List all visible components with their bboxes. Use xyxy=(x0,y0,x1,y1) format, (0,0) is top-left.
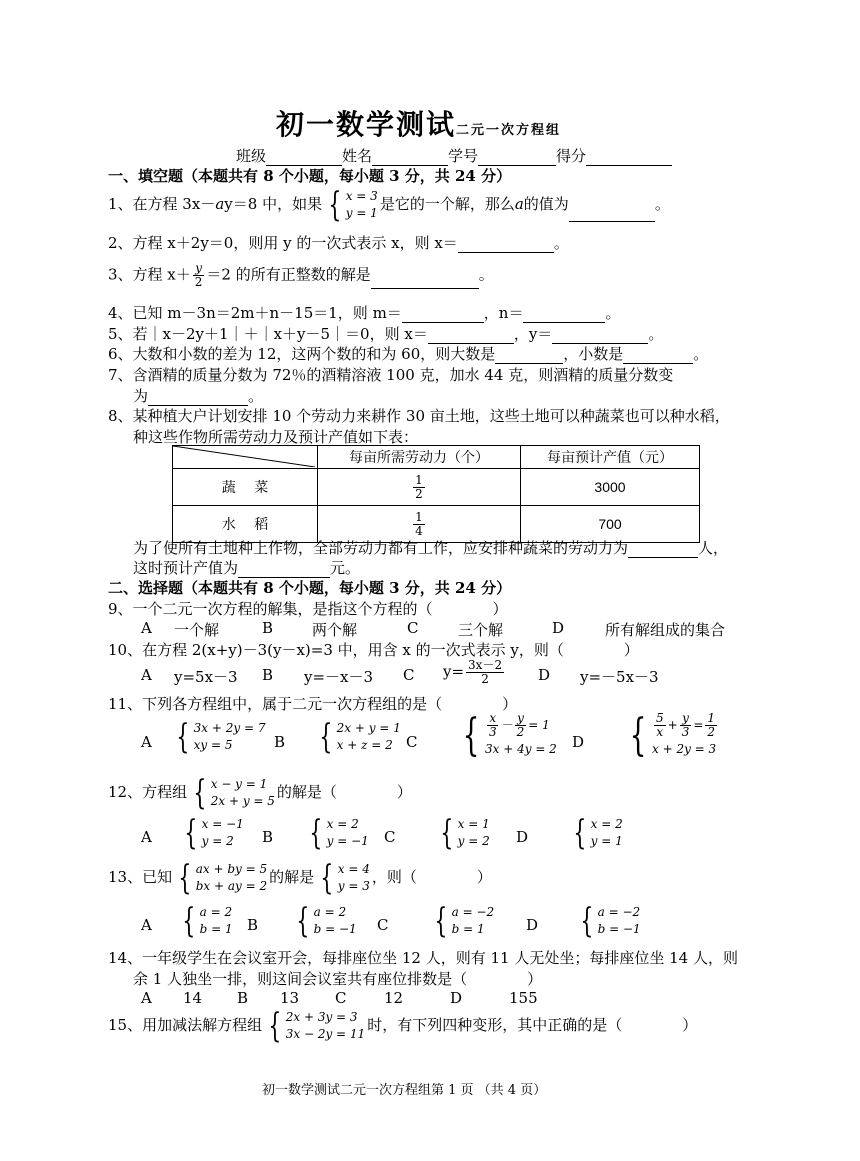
q14-option-b-letter[interactable]: B xyxy=(237,989,249,1007)
table-diagonal-cell xyxy=(173,446,318,469)
q6-big-blank[interactable] xyxy=(495,347,563,364)
q5-y-blank[interactable] xyxy=(552,327,648,344)
q7-answer-blank[interactable] xyxy=(148,389,248,406)
q9-option-b-letter[interactable]: B xyxy=(262,619,274,637)
student-info-line xyxy=(236,145,672,166)
q9-option-a-letter[interactable]: A xyxy=(141,619,152,637)
q11-option-c-letter[interactable]: C xyxy=(406,733,418,751)
q1-answer-blank[interactable] xyxy=(569,205,655,222)
table-cell-value: 3000 xyxy=(521,469,700,506)
question-1: 1、在方程 3x－ay＝8 中，如果 { x = 3 y = 1 是它的一个解，那么a的值为 。 xyxy=(108,185,670,225)
table-cell-crop: 水 稻 xyxy=(173,506,318,543)
q12-option-b[interactable]: { x = 2 y = −1 xyxy=(309,813,369,853)
class-label: 班级 xyxy=(236,147,267,165)
q12-option-c[interactable]: { x = 1 y = 2 xyxy=(440,813,490,853)
q13-option-d-letter[interactable]: D xyxy=(526,916,539,934)
q9-option-c[interactable]: 三个解 xyxy=(458,621,504,639)
q12-option-b-letter[interactable]: B xyxy=(262,828,274,846)
q11-option-b[interactable]: { 2x + y = 1 x + z = 2 xyxy=(319,717,401,757)
table-header: 每亩预计产值（元） xyxy=(521,446,700,469)
q11-option-c[interactable]: { $\frac{x}{3}$ － $\frac{y}{2}$ = 1 3x + 4y = 2 xyxy=(462,709,557,761)
section1-heading: 一、填空题（本题共有 8 个小题，每小题 3 分，共 24 分） xyxy=(108,167,512,185)
question-11: 11、下列各方程组中，属于二元一次方程组的是（ ） xyxy=(108,695,518,713)
q10-option-c[interactable]: y= $\frac{3x-2}{2}$ xyxy=(443,658,503,686)
id-blank[interactable] xyxy=(478,149,556,166)
q9-option-d[interactable]: 所有解组成的集合 xyxy=(605,621,726,639)
q4-m-blank[interactable] xyxy=(402,306,484,323)
q14-option-c-letter[interactable]: C xyxy=(335,989,347,1007)
q4-n-blank[interactable] xyxy=(523,306,605,323)
q14-option-d[interactable]: 155 xyxy=(509,989,538,1007)
q11-option-a[interactable]: { 3x + 2y = 7 xy = 5 xyxy=(176,717,266,757)
question-8-line1: 8、某种植大户计划安排 10 个劳动力来耕作 30 亩土地，这些土地可以种蔬菜也可以种水稻， xyxy=(108,407,730,425)
q11-option-d-letter[interactable]: D xyxy=(572,733,585,751)
q13-option-b-letter[interactable]: B xyxy=(247,916,259,934)
table-cell-labor: $\frac{1}{4}$ xyxy=(318,506,521,543)
q14-option-a-letter[interactable]: A xyxy=(141,989,152,1007)
table-row xyxy=(173,469,700,506)
q10-option-b-letter[interactable]: B xyxy=(262,666,274,684)
q8-table xyxy=(172,445,700,543)
q12-option-d-letter[interactable]: D xyxy=(516,828,529,846)
q13-option-a-letter[interactable]: A xyxy=(141,916,152,934)
question-8-after1: 为了使所有土地种上作物，全部劳动力都有工作，应安排种蔬菜的劳动力为 人， xyxy=(133,539,729,557)
name-blank[interactable] xyxy=(372,149,448,166)
q10-option-d-letter[interactable]: D xyxy=(538,666,551,684)
q10-option-d[interactable]: y=－5x－3 xyxy=(580,668,659,686)
q3-answer-blank[interactable] xyxy=(371,272,479,289)
question-3: 3、方程 x＋ $\frac{y}{2}$ ＝2 的所有正整数的解是 。 xyxy=(108,261,494,289)
table-header-row xyxy=(173,446,700,469)
q9-option-c-letter[interactable]: C xyxy=(407,619,419,637)
q2-answer-blank[interactable] xyxy=(458,236,554,253)
question-2: 2、方程 x＋2y＝0，则用 y 的一次式表示 x，则 x＝ 。 xyxy=(108,234,569,252)
name-label: 姓名 xyxy=(342,147,373,165)
q10-option-b[interactable]: y=－x－3 xyxy=(304,668,374,686)
table-header: 每亩所需劳动力（个） xyxy=(318,446,521,469)
q13-option-c-letter[interactable]: C xyxy=(377,916,389,934)
question-4: 4、已知 m－3n＝2m＋n－15＝1，则 m＝ ，n＝ 。 xyxy=(108,304,621,322)
q8-labor-blank[interactable] xyxy=(628,541,698,558)
question-13: 13、已知 { ax + by = 5 bx + ay = 2 的解是 { x = 4 y = 3 ，则（ ） xyxy=(108,858,492,898)
question-7-line1: 7、含酒精的质量分数为 72％的酒精溶液 100 克，加水 44 克，则酒精的质量分数变 xyxy=(108,366,674,384)
table-cell-crop: 蔬 菜 xyxy=(173,469,318,506)
q11-option-d[interactable]: { $\frac{5}{x}$ + $\frac{y}{3}$ = $\frac{1}{2}$ x + 2y = 3 xyxy=(629,709,717,761)
q10-option-a[interactable]: y=5x－3 xyxy=(174,668,238,686)
q12-option-d[interactable]: { x = 2 y = 1 xyxy=(573,813,623,853)
table-cell-value: 700 xyxy=(521,506,700,543)
q9-option-b[interactable]: 两个解 xyxy=(312,621,358,639)
title-main: 初一数学测试 xyxy=(276,108,457,141)
page-title xyxy=(276,103,561,143)
question-15: 15、用加减法解方程组 { 2x + 3y = 3 3x − 2y = 11 时，有下列四种变形，其中正确的是（ ） xyxy=(108,1006,698,1046)
q9-option-a[interactable]: 一个解 xyxy=(174,621,220,639)
question-14-line2: 余 1 人独坐一排，则这间会议室共有座位排数是（ ） xyxy=(133,970,543,988)
q9-option-d-letter[interactable]: D xyxy=(552,619,565,637)
question-8-after2: 这时预计产值为 元。 xyxy=(133,559,361,577)
section2-heading: 二、选择题（本题共有 8 个小题，每小题 3 分，共 24 分） xyxy=(108,579,512,597)
question-12: 12、方程组 { x − y = 1 2x + y = 5 的解是（ ） xyxy=(108,773,412,813)
q12-option-a-letter[interactable]: A xyxy=(141,828,152,846)
q14-option-b[interactable]: 13 xyxy=(280,989,300,1007)
q13-option-c[interactable]: { a = −2 b = 1 xyxy=(434,901,495,941)
q14-option-d-letter[interactable]: D xyxy=(450,989,463,1007)
question-9: 9、一个二元一次方程的解集，是指这个方程的（ ） xyxy=(108,600,508,618)
q1-system: { x = 3 y = 1 xyxy=(328,185,378,225)
q12-option-c-letter[interactable]: C xyxy=(384,828,396,846)
q10-option-c-letter[interactable]: C xyxy=(403,666,415,684)
q13-option-a[interactable]: { a = 2 b = 1 xyxy=(182,901,233,941)
q11-option-a-letter[interactable]: A xyxy=(141,733,152,751)
q10-option-a-letter[interactable]: A xyxy=(141,666,152,684)
q5-x-blank[interactable] xyxy=(428,327,514,344)
question-8-line2: 种这些作物所需劳动力及预计产值如下表： xyxy=(133,428,419,446)
q11-option-b-letter[interactable]: B xyxy=(274,733,286,751)
question-7-line2: 为 。 xyxy=(133,387,264,405)
q8-value-blank[interactable] xyxy=(238,561,330,578)
question-5: 5、若｜x－2y＋1｜＋｜x＋y－5｜＝0，则 x＝ ，y＝ 。 xyxy=(108,325,664,343)
q14-option-c[interactable]: 12 xyxy=(384,989,404,1007)
question-14-line1: 14、一年级学生在会议室开会，每排座位坐 12 人，则有 11 人无处坐；每排座位坐 14 人，则 xyxy=(108,949,738,967)
question-10: 10、在方程 2(x+y)－3(y－x)=3 中，用含 x 的一次式表示 y，则（ ） xyxy=(108,641,639,659)
page-footer: 初一数学测试二元一次方程组第 1 页 （共 4 页） xyxy=(262,1083,547,1098)
class-blank[interactable] xyxy=(266,149,342,166)
table-cell-labor: $\frac{1}{2}$ xyxy=(318,469,521,506)
diagonal-line xyxy=(173,446,315,467)
q12-option-a[interactable]: { x = −1 y = 2 xyxy=(184,813,244,853)
q13-option-d[interactable]: { a = −2 b = −1 xyxy=(580,901,641,941)
q6-small-blank[interactable] xyxy=(623,347,693,364)
score-label: 得分 xyxy=(556,147,587,165)
score-blank[interactable] xyxy=(586,149,672,166)
id-label: 学号 xyxy=(448,147,479,165)
q13-option-b[interactable]: { a = 2 b = −1 xyxy=(296,901,357,941)
question-6: 6、大数和小数的差为 12，这两个数的和为 60，则大数是 ，小数是 。 xyxy=(108,345,709,363)
title-subtitle: 二元一次方程组 xyxy=(456,123,562,138)
q14-option-a[interactable]: 14 xyxy=(183,989,203,1007)
